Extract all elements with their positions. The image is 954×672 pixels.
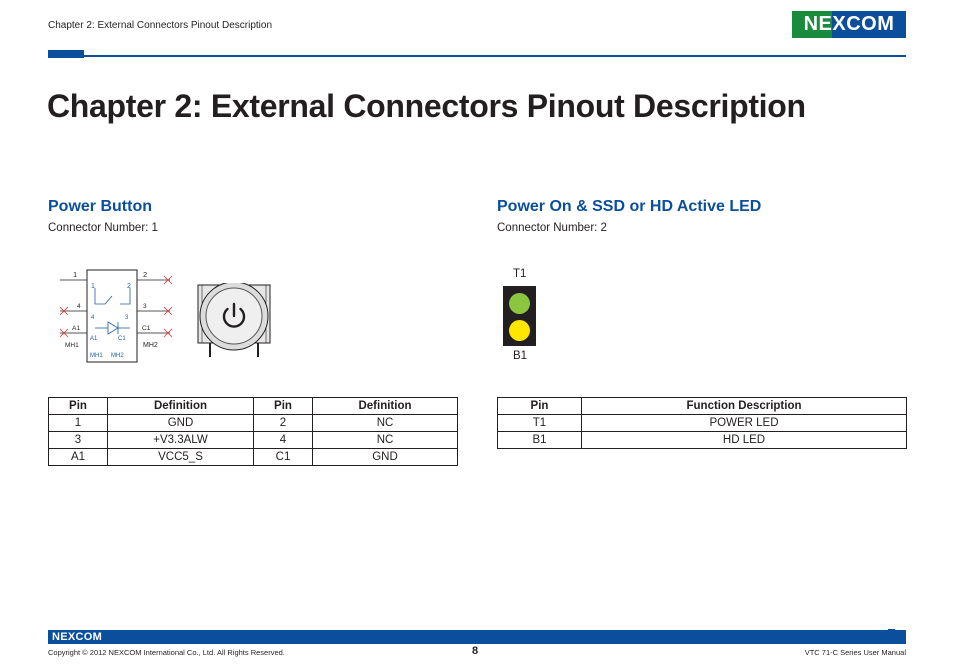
footer-squares-icon bbox=[888, 629, 906, 645]
table-cell: GND bbox=[313, 449, 458, 466]
schematic-inner1: 1 bbox=[91, 283, 95, 290]
schematic-pin1: 1 bbox=[73, 270, 78, 279]
table-header: Pin bbox=[49, 398, 108, 415]
led-housing bbox=[503, 286, 536, 346]
hd-led-indicator bbox=[509, 320, 530, 341]
table-cell: C1 bbox=[254, 449, 313, 466]
table-cell: GND bbox=[108, 415, 254, 432]
schematic-c1: C1 bbox=[142, 325, 151, 332]
power-led-title: Power On & SSD or HD Active LED bbox=[497, 198, 762, 215]
power-button-drawing bbox=[196, 283, 272, 361]
schematic-mh2: MH2 bbox=[143, 342, 158, 349]
table-row bbox=[49, 432, 458, 449]
power-button-title: Power Button bbox=[48, 198, 152, 215]
table-cell: 4 bbox=[254, 432, 313, 449]
running-header: Chapter 2: External Connectors Pinout Description bbox=[48, 20, 273, 31]
schematic-pin2: 2 bbox=[143, 270, 148, 279]
page-number: 8 bbox=[472, 645, 479, 657]
table-cell: POWER LED bbox=[582, 415, 907, 432]
table-header: Pin bbox=[254, 398, 313, 415]
table-header-row bbox=[49, 398, 458, 415]
table-cell: HD LED bbox=[582, 432, 907, 449]
schematic-c1-inner: C1 bbox=[118, 336, 126, 342]
power-button-schematic bbox=[60, 266, 180, 366]
header-rule bbox=[84, 55, 906, 57]
table-header: Pin bbox=[498, 398, 582, 415]
schematic-mh2-inner: MH2 bbox=[111, 353, 124, 359]
table-header: Definition bbox=[108, 398, 254, 415]
page-title: Chapter 2: External Connectors Pinout Description bbox=[47, 88, 806, 124]
copyright: Copyright © 2012 NEXCOM International Co., Ltd. All Rights Reserved. bbox=[48, 648, 285, 657]
table-row bbox=[498, 415, 907, 432]
led-bottom-label: B1 bbox=[513, 350, 528, 362]
table-row bbox=[498, 432, 907, 449]
schematic-pin4: 4 bbox=[77, 303, 81, 310]
power-led-pin-table bbox=[497, 397, 907, 449]
schematic-a1-inner: A1 bbox=[90, 336, 98, 342]
schematic-inner2: 2 bbox=[127, 283, 131, 290]
table-cell: +V3.3ALW bbox=[108, 432, 254, 449]
power-button-connector-number: Connector Number: 1 bbox=[48, 222, 158, 234]
table-cell: B1 bbox=[498, 432, 582, 449]
schematic-mh1-inner: MH1 bbox=[90, 353, 103, 359]
manual-name: VTC 71-C Series User Manual bbox=[804, 648, 906, 657]
led-top-label: T1 bbox=[513, 268, 527, 280]
table-cell: A1 bbox=[49, 449, 108, 466]
power-led-indicator bbox=[509, 293, 530, 314]
power-led-connector-number: Connector Number: 2 bbox=[497, 222, 607, 234]
table-header-row bbox=[498, 398, 907, 415]
table-cell: 2 bbox=[254, 415, 313, 432]
table-row bbox=[49, 415, 458, 432]
schematic-pin3: 3 bbox=[143, 303, 147, 310]
table-cell: NC bbox=[313, 432, 458, 449]
schematic-inner4: 4 bbox=[91, 315, 95, 321]
footer-logo: NEXCOM bbox=[52, 631, 103, 643]
table-header: Definition bbox=[313, 398, 458, 415]
schematic-inner3: 3 bbox=[125, 315, 129, 321]
footer-bar bbox=[48, 630, 906, 644]
table-cell: 1 bbox=[49, 415, 108, 432]
table-header: Function Description bbox=[582, 398, 907, 415]
power-button-pin-table bbox=[48, 397, 458, 466]
schematic-mh1: MH1 bbox=[65, 342, 79, 349]
table-cell: T1 bbox=[498, 415, 582, 432]
header-rule-block bbox=[48, 50, 84, 58]
table-cell: 3 bbox=[49, 432, 108, 449]
table-cell: NC bbox=[313, 415, 458, 432]
table-cell: VCC5_S bbox=[108, 449, 254, 466]
logo-text: NEXCOM bbox=[803, 13, 895, 35]
table-row bbox=[49, 449, 458, 466]
schematic-a1: A1 bbox=[72, 325, 80, 332]
nexcom-logo bbox=[792, 11, 906, 38]
